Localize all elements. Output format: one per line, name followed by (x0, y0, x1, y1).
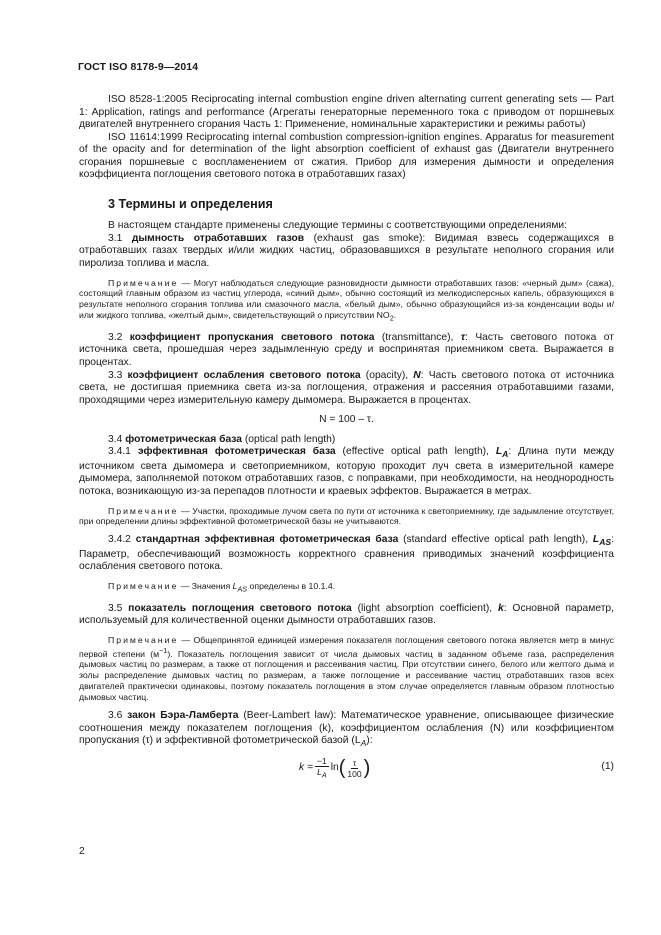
section-intro: В настоящем стандарте применены следующие термины с соответствующими определениями: (108, 220, 568, 232)
beer-lambert-formula: k = $\frac{-1}{L_A}$ ln ( $\frac{\tau}{100}$ ) (299, 755, 371, 780)
document-header: ГОСТ ISO 8178-9—2014 (78, 61, 199, 73)
term-3-1: 3.1 дымность отработавших газов (exhaust gas smoke): Видимая взвесь содержащихся в отработавших газах твердых и/или жидких частиц, образовавшихся в результате неполного сгорания или пиролиза топлива и масла. (79, 232, 614, 270)
equation-number: (1) (601, 760, 614, 772)
term-3-4: 3.4 фотометрическая база (optical path length) (108, 433, 336, 445)
document-body (79, 94, 614, 784)
term-3-4-2: 3.4.2 стандартная эффективная фотометрическая база (standard effective optical path length), $L_{AS}$: Параметр, обеспечивающий возможность корректного сравнения приводимых значений коэффициента ослабления светового потока. (79, 534, 614, 573)
term-3-5: 3.5 показатель поглощения светового потока (light absorption coefficient), k: Основной параметр, используемый для количественной оценки дымности отработавших газов. (79, 602, 615, 627)
formula-inner-fraction: $\frac{\tau}{100}$ (347, 757, 362, 779)
equation-n: N = 100 – τ. (319, 414, 374, 426)
page-number: 2 (79, 846, 85, 857)
term-3-2: 3.2 коэффициент пропускания светового потока (transmittance), τ: Часть светового потока от источника света, прошедшая через задымленную среду и воспринятая приемником света. Выражается в процентах. (79, 331, 614, 369)
note-3: Примечание — Значения $L_{AS}$ определены в 10.1.4. (108, 581, 336, 594)
section-title: 3 Термины и определения (108, 196, 273, 211)
term-3-4-1: 3.4.1 эффективная фотометрическая база (effective optical path length), $L_A$: Длина пути между источником света дымомера и светоприемником, которую проходит луч света в измерительной камере дымомера, заполняемой потоком отработавших газов, с поправками, при необходимости, на неоднородность потока, возникающую из-за перепадов плотности и краевых эффектов. Выражается в метрах. (79, 446, 614, 497)
term-3-3: 3.3 коэффициент ослабления светового потока (opacity), N: Часть светового потока от источника света, не достигшая приемника света из-за поглощения, отражения и рассеяния отработавшими газами, проходящими через измерительную камеру дымомера. Выражается в процентах. (79, 369, 614, 406)
reference-item: ISO 8528-1:2005 Reciprocating internal combustion engine driven alternating current generating sets — Part 1: Application, ratings and performance (Агрегаты генераторные переменного тока с приводом от поршневых двигателей внутреннего сгорания Часть 1: Применение, номинальные характеристики и режимы работы) (79, 94, 614, 131)
term-3-6: 3.6 закон Бэра-Ламберта (Beer-Lambert law): Математическое уравнение, описывающее физические соотношения между показателем поглощения (k), коэффициентом ослабления (N) или коэффициентом пропускания (τ) и эффективной фотометрической базой $(L_A)$: (79, 710, 614, 749)
equation-1 (79, 754, 614, 784)
note-1: Примечание — Могут наблюдаться следующие разновидности дымности отработавших газов: «черный дым» (сажа), состоящий главным образом из частиц углерода, «синий дым», обычно состоящий из мелкодисперсных капель, образующихся в результате неполного сгорания топлива или смазочного масла, «белый дым», обычно образующийся из-за конденсации воды и/или жидкого топлива, «желтый дым», свидетельствующий о присутствии $NO_2$. (79, 277, 614, 324)
note-2: Примечание — Участки, проходимые лучом света по пути от источника к светоприемнику, где задымление отсутствует, при определении длины эффективной фотометрической базы не учитываются. (79, 505, 614, 527)
reference-item: ISO 11614:1999 Reciprocating internal combustion compression-ignition engines. Apparatus for measurement of the opacity and for determination of the light absorption coefficient of exhaust gas (Двигатели внутреннего сгорания поршневые с воспламенением от сжатия. Прибор для измерения дымности и определения коэффициента поглощения светового потока в отработавших газах) (79, 131, 614, 181)
formula-fraction: $\frac{-1}{L_A}$ (317, 755, 327, 780)
note-4: Примечание — Общепринятой единицей измерения показателя поглощения светового потока является метр в минус первой степени $(м^{-1})$. Показатель поглощения зависит от числа дымовых частиц в заданном объеме газа, распределения дымовых частиц по размерам, а также от поглощения и рассеивания частиц. При отсутствии синего, белого или желтого дыма и золы распределение дымовых частиц по размерам, а также поглощение и рассеивание частиц отработавших газов всех двигателей практически одинаковы, поэтому показатель поглощения в этом случае определяется главным образом плотностью дымовых частиц. (79, 634, 614, 703)
